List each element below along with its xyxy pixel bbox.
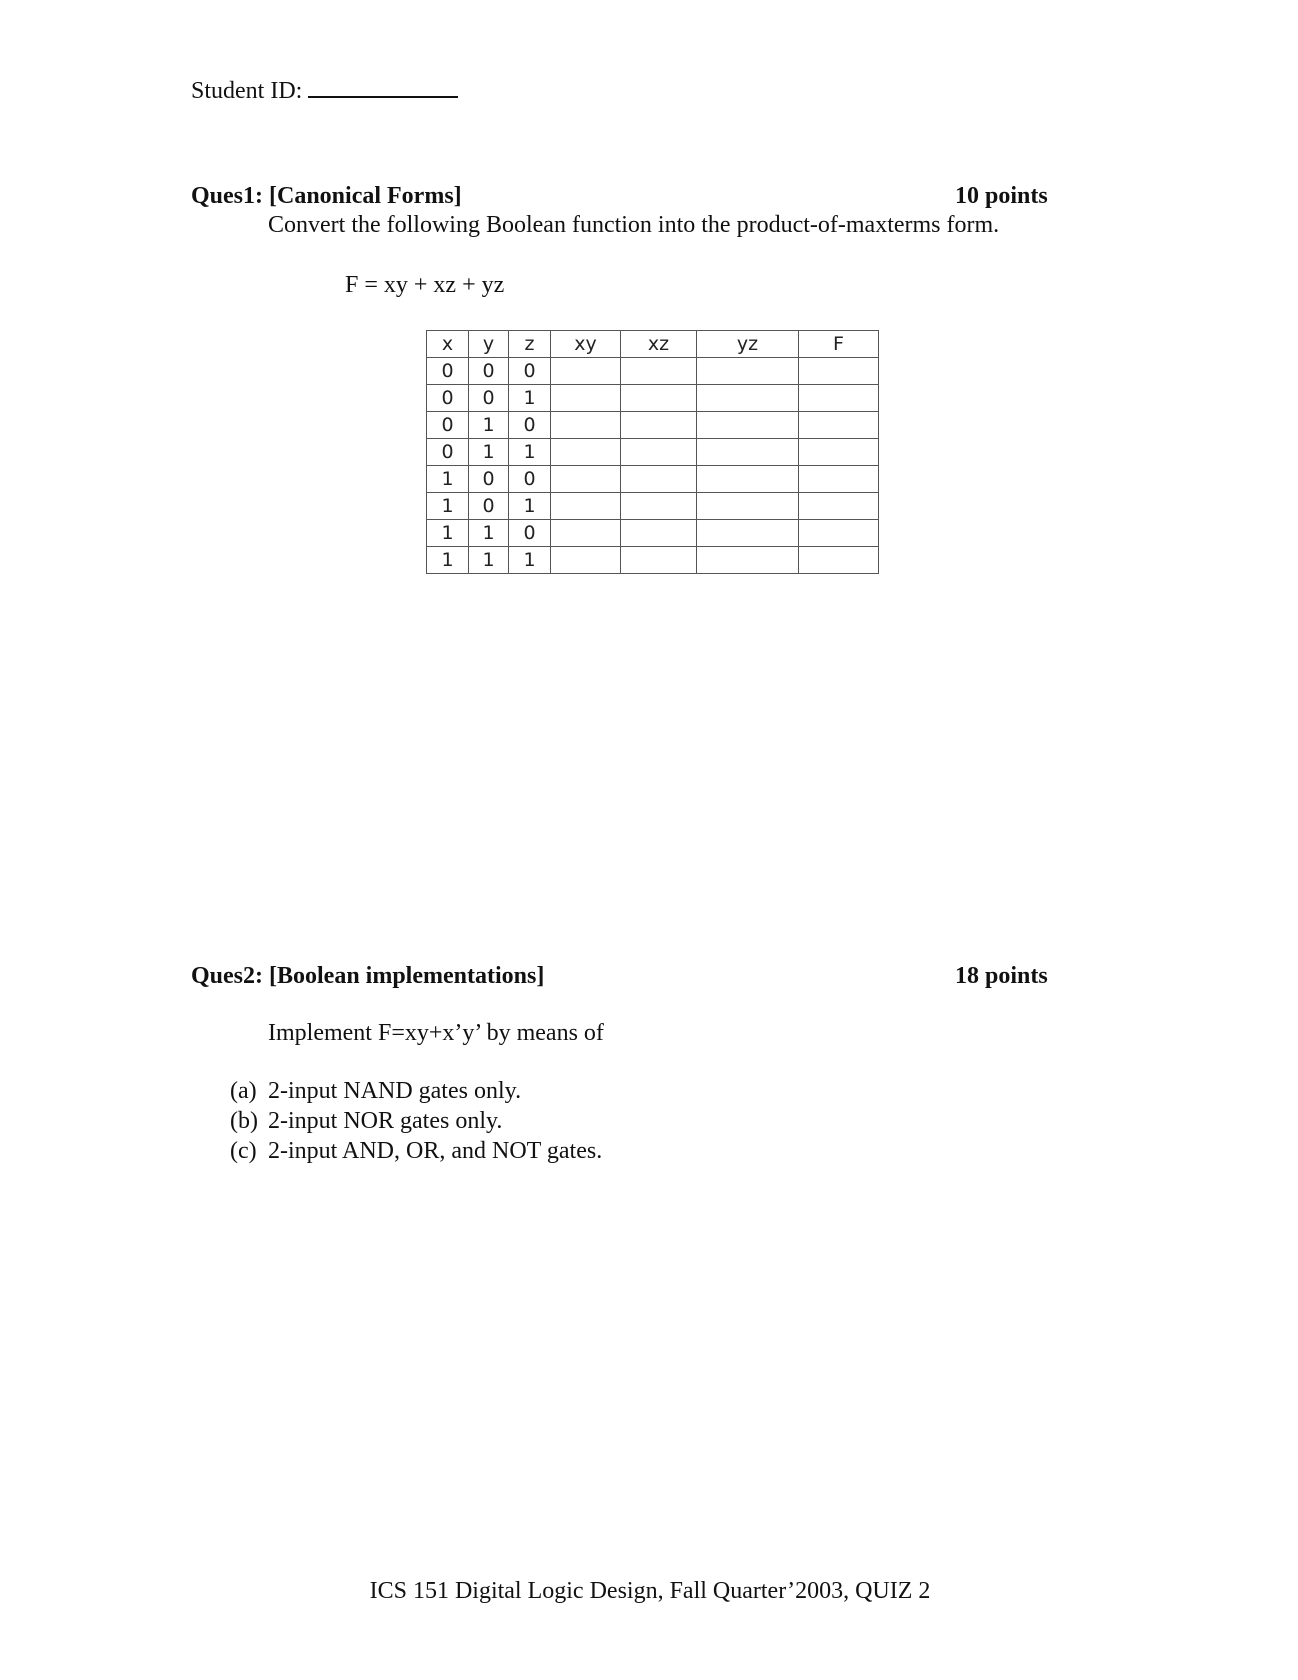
table-row — [427, 520, 879, 547]
student-id-label: Student ID: — [191, 78, 303, 104]
footer-text: ICS 151 Digital Logic Design, Fall Quarter’2003, QUIZ 2 — [369, 1578, 931, 1604]
question1-function: F = xy + xz + yz — [345, 272, 505, 298]
item-text: 2-input AND, OR, and NOT gates. — [268, 1138, 603, 1164]
cell-xz-blank[interactable] — [621, 412, 697, 439]
header-xz: xz — [621, 331, 697, 358]
table-row — [427, 439, 879, 466]
student-id-field — [191, 78, 458, 105]
table-row — [427, 547, 879, 574]
cell-z: 0 — [509, 466, 551, 493]
cell-xy-blank[interactable] — [551, 466, 621, 493]
cell-xz-blank[interactable] — [621, 493, 697, 520]
cell-yz-blank[interactable] — [697, 493, 799, 520]
question2-title: Ques2: [Boolean implementations] — [191, 963, 545, 989]
truth-table — [426, 330, 879, 574]
question2-item-a — [230, 1078, 521, 1105]
item-letter: (c) — [230, 1138, 257, 1164]
cell-yz-blank[interactable] — [697, 358, 799, 385]
cell-f-blank[interactable] — [799, 358, 879, 385]
cell-x: 0 — [427, 439, 469, 466]
cell-x: 1 — [427, 520, 469, 547]
student-id-blank-line[interactable] — [308, 78, 458, 98]
cell-y: 0 — [469, 493, 509, 520]
item-text: 2-input NAND gates only. — [268, 1078, 522, 1104]
question2-item-b — [230, 1108, 502, 1135]
cell-xy-blank[interactable] — [551, 385, 621, 412]
cell-xy-blank[interactable] — [551, 547, 621, 574]
cell-xz-blank[interactable] — [621, 358, 697, 385]
question2-item-c — [230, 1138, 602, 1165]
item-letter: (b) — [230, 1108, 258, 1134]
table-row — [427, 412, 879, 439]
cell-x: 0 — [427, 412, 469, 439]
cell-yz-blank[interactable] — [697, 439, 799, 466]
cell-y: 1 — [469, 439, 509, 466]
cell-f-blank[interactable] — [799, 412, 879, 439]
cell-xz-blank[interactable] — [621, 439, 697, 466]
cell-xy-blank[interactable] — [551, 520, 621, 547]
cell-yz-blank[interactable] — [697, 385, 799, 412]
cell-z: 0 — [509, 358, 551, 385]
cell-yz-blank[interactable] — [697, 547, 799, 574]
table-row — [427, 466, 879, 493]
cell-xy-blank[interactable] — [551, 439, 621, 466]
cell-x: 1 — [427, 466, 469, 493]
header-y: y — [469, 331, 509, 358]
header-xy: xy — [551, 331, 621, 358]
question2-instruction: Implement F=xy+x’y’ by means of — [268, 1020, 604, 1046]
page-footer — [0, 1578, 1298, 1605]
header-yz: yz — [697, 331, 799, 358]
cell-y: 0 — [469, 466, 509, 493]
cell-y: 1 — [469, 520, 509, 547]
cell-x: 1 — [427, 547, 469, 574]
cell-yz-blank[interactable] — [697, 520, 799, 547]
header-x: x — [427, 331, 469, 358]
question1-title: Ques1: [Canonical Forms] — [191, 183, 462, 209]
cell-f-blank[interactable] — [799, 439, 879, 466]
cell-f-blank[interactable] — [799, 520, 879, 547]
header-z: z — [509, 331, 551, 358]
cell-xz-blank[interactable] — [621, 547, 697, 574]
cell-xy-blank[interactable] — [551, 493, 621, 520]
cell-z: 1 — [509, 385, 551, 412]
cell-f-blank[interactable] — [799, 547, 879, 574]
cell-x: 0 — [427, 385, 469, 412]
question2-points: 18 points — [955, 963, 1048, 989]
cell-z: 0 — [509, 520, 551, 547]
item-text: 2-input NOR gates only. — [268, 1108, 503, 1134]
item-letter: (a) — [230, 1078, 257, 1104]
cell-y: 0 — [469, 385, 509, 412]
cell-x: 1 — [427, 493, 469, 520]
header-f: F — [799, 331, 879, 358]
cell-y: 0 — [469, 358, 509, 385]
cell-z: 0 — [509, 412, 551, 439]
cell-f-blank[interactable] — [799, 493, 879, 520]
question1-points: 10 points — [955, 183, 1048, 209]
table-row — [427, 358, 879, 385]
cell-f-blank[interactable] — [799, 466, 879, 493]
cell-xy-blank[interactable] — [551, 412, 621, 439]
table-row — [427, 493, 879, 520]
cell-yz-blank[interactable] — [697, 412, 799, 439]
cell-z: 1 — [509, 547, 551, 574]
cell-y: 1 — [469, 412, 509, 439]
cell-y: 1 — [469, 547, 509, 574]
cell-xy-blank[interactable] — [551, 358, 621, 385]
question1-instruction: Convert the following Boolean function into the product-of-maxterms form. — [268, 212, 1000, 238]
cell-z: 1 — [509, 439, 551, 466]
cell-xz-blank[interactable] — [621, 466, 697, 493]
cell-z: 1 — [509, 493, 551, 520]
cell-yz-blank[interactable] — [697, 466, 799, 493]
cell-xz-blank[interactable] — [621, 520, 697, 547]
truth-table-header-row — [427, 331, 879, 358]
table-row — [427, 385, 879, 412]
cell-xz-blank[interactable] — [621, 385, 697, 412]
cell-x: 0 — [427, 358, 469, 385]
cell-f-blank[interactable] — [799, 385, 879, 412]
